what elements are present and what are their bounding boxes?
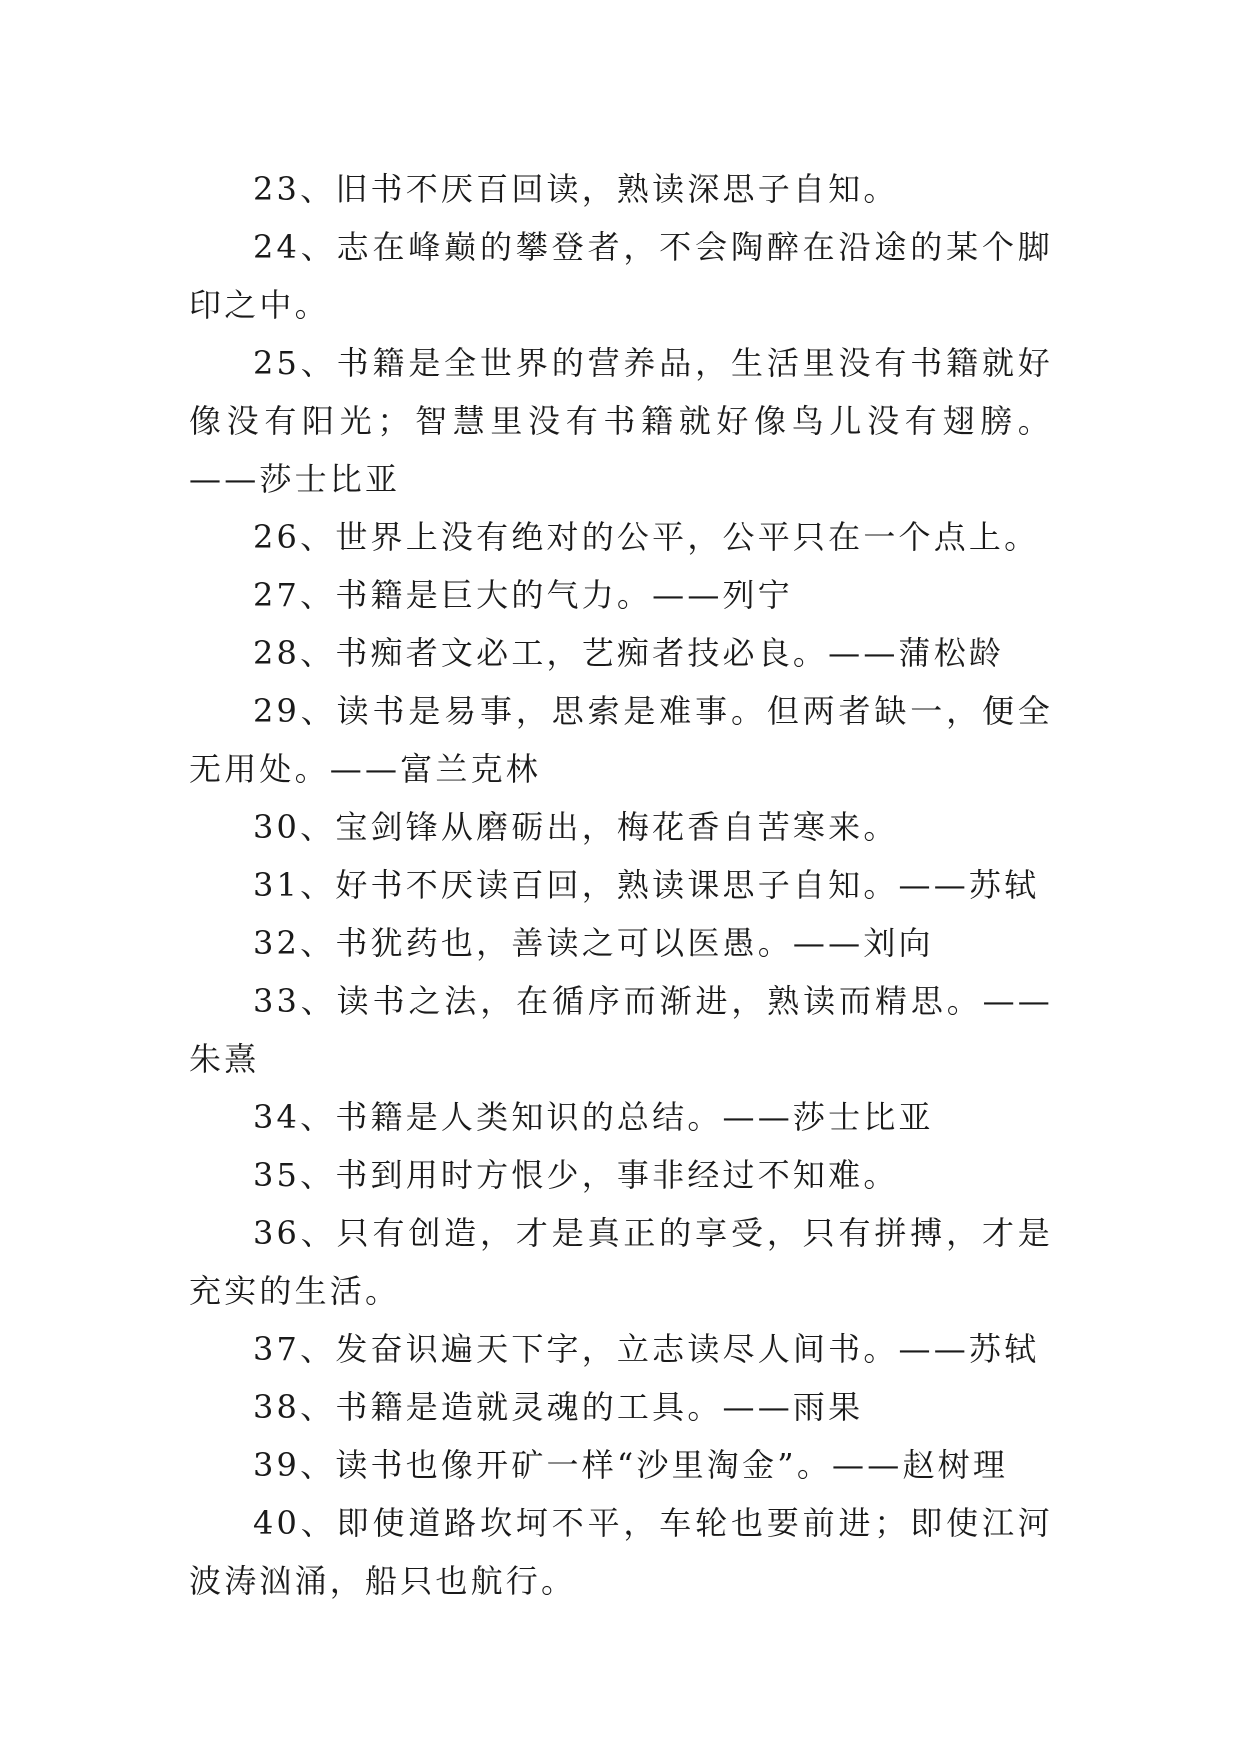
- quote-paragraph: 24、志在峰巅的攀登者，不会陶醉在沿途的某个脚印之中。: [189, 228, 1053, 324]
- quote-paragraph: 31、好书不厌读百回，熟读课思子自知。——苏轼: [253, 866, 1040, 904]
- quote-paragraph: 27、书籍是巨大的气力。——列宁: [253, 576, 793, 614]
- quote-paragraph: 33、读书之法，在循序而渐进，熟读而精思。——朱熹: [189, 982, 1053, 1078]
- quote-paragraph: 28、书痴者文必工，艺痴者技必良。——蒲松龄: [253, 634, 1005, 672]
- quote-paragraph: 32、书犹药也，善读之可以医愚。——刘向: [253, 924, 934, 962]
- document-page: [189, 160, 1053, 1610]
- quote-paragraph: 36、只有创造，才是真正的享受，只有拼搏，才是充实的生活。: [189, 1214, 1053, 1310]
- quote-paragraph: 40、即使道路坎坷不平，车轮也要前进；即使江河波涛汹涌，船只也航行。: [189, 1504, 1053, 1600]
- quote-paragraph: 29、读书是易事，思索是难事。但两者缺一，便全无用处。——富兰克林: [189, 692, 1053, 788]
- quote-paragraph: 26、世界上没有绝对的公平，公平只在一个点上。: [253, 518, 1040, 556]
- quote-paragraph: 37、发奋识遍天下字，立志读尽人间书。——苏轼: [253, 1330, 1040, 1368]
- quote-paragraph: 38、书籍是造就灵魂的工具。——雨果: [253, 1388, 864, 1426]
- quote-paragraph: 39、读书也像开矿一样“沙里淘金”。——赵树理: [253, 1446, 1009, 1484]
- quote-paragraph: 23、旧书不厌百回读，熟读深思子自知。: [253, 170, 899, 208]
- quote-paragraph: 25、书籍是全世界的营养品，生活里没有书籍就好像没有阳光；智慧里没有书籍就好像鸟儿没有翅膀。——莎士比亚: [189, 344, 1053, 498]
- quote-paragraph: 35、书到用时方恨少，事非经过不知难。: [253, 1156, 899, 1194]
- quote-paragraph: 34、书籍是人类知识的总结。——莎士比亚: [253, 1098, 934, 1136]
- quote-paragraph: 30、宝剑锋从磨砺出，梅花香自苦寒来。: [253, 808, 899, 846]
